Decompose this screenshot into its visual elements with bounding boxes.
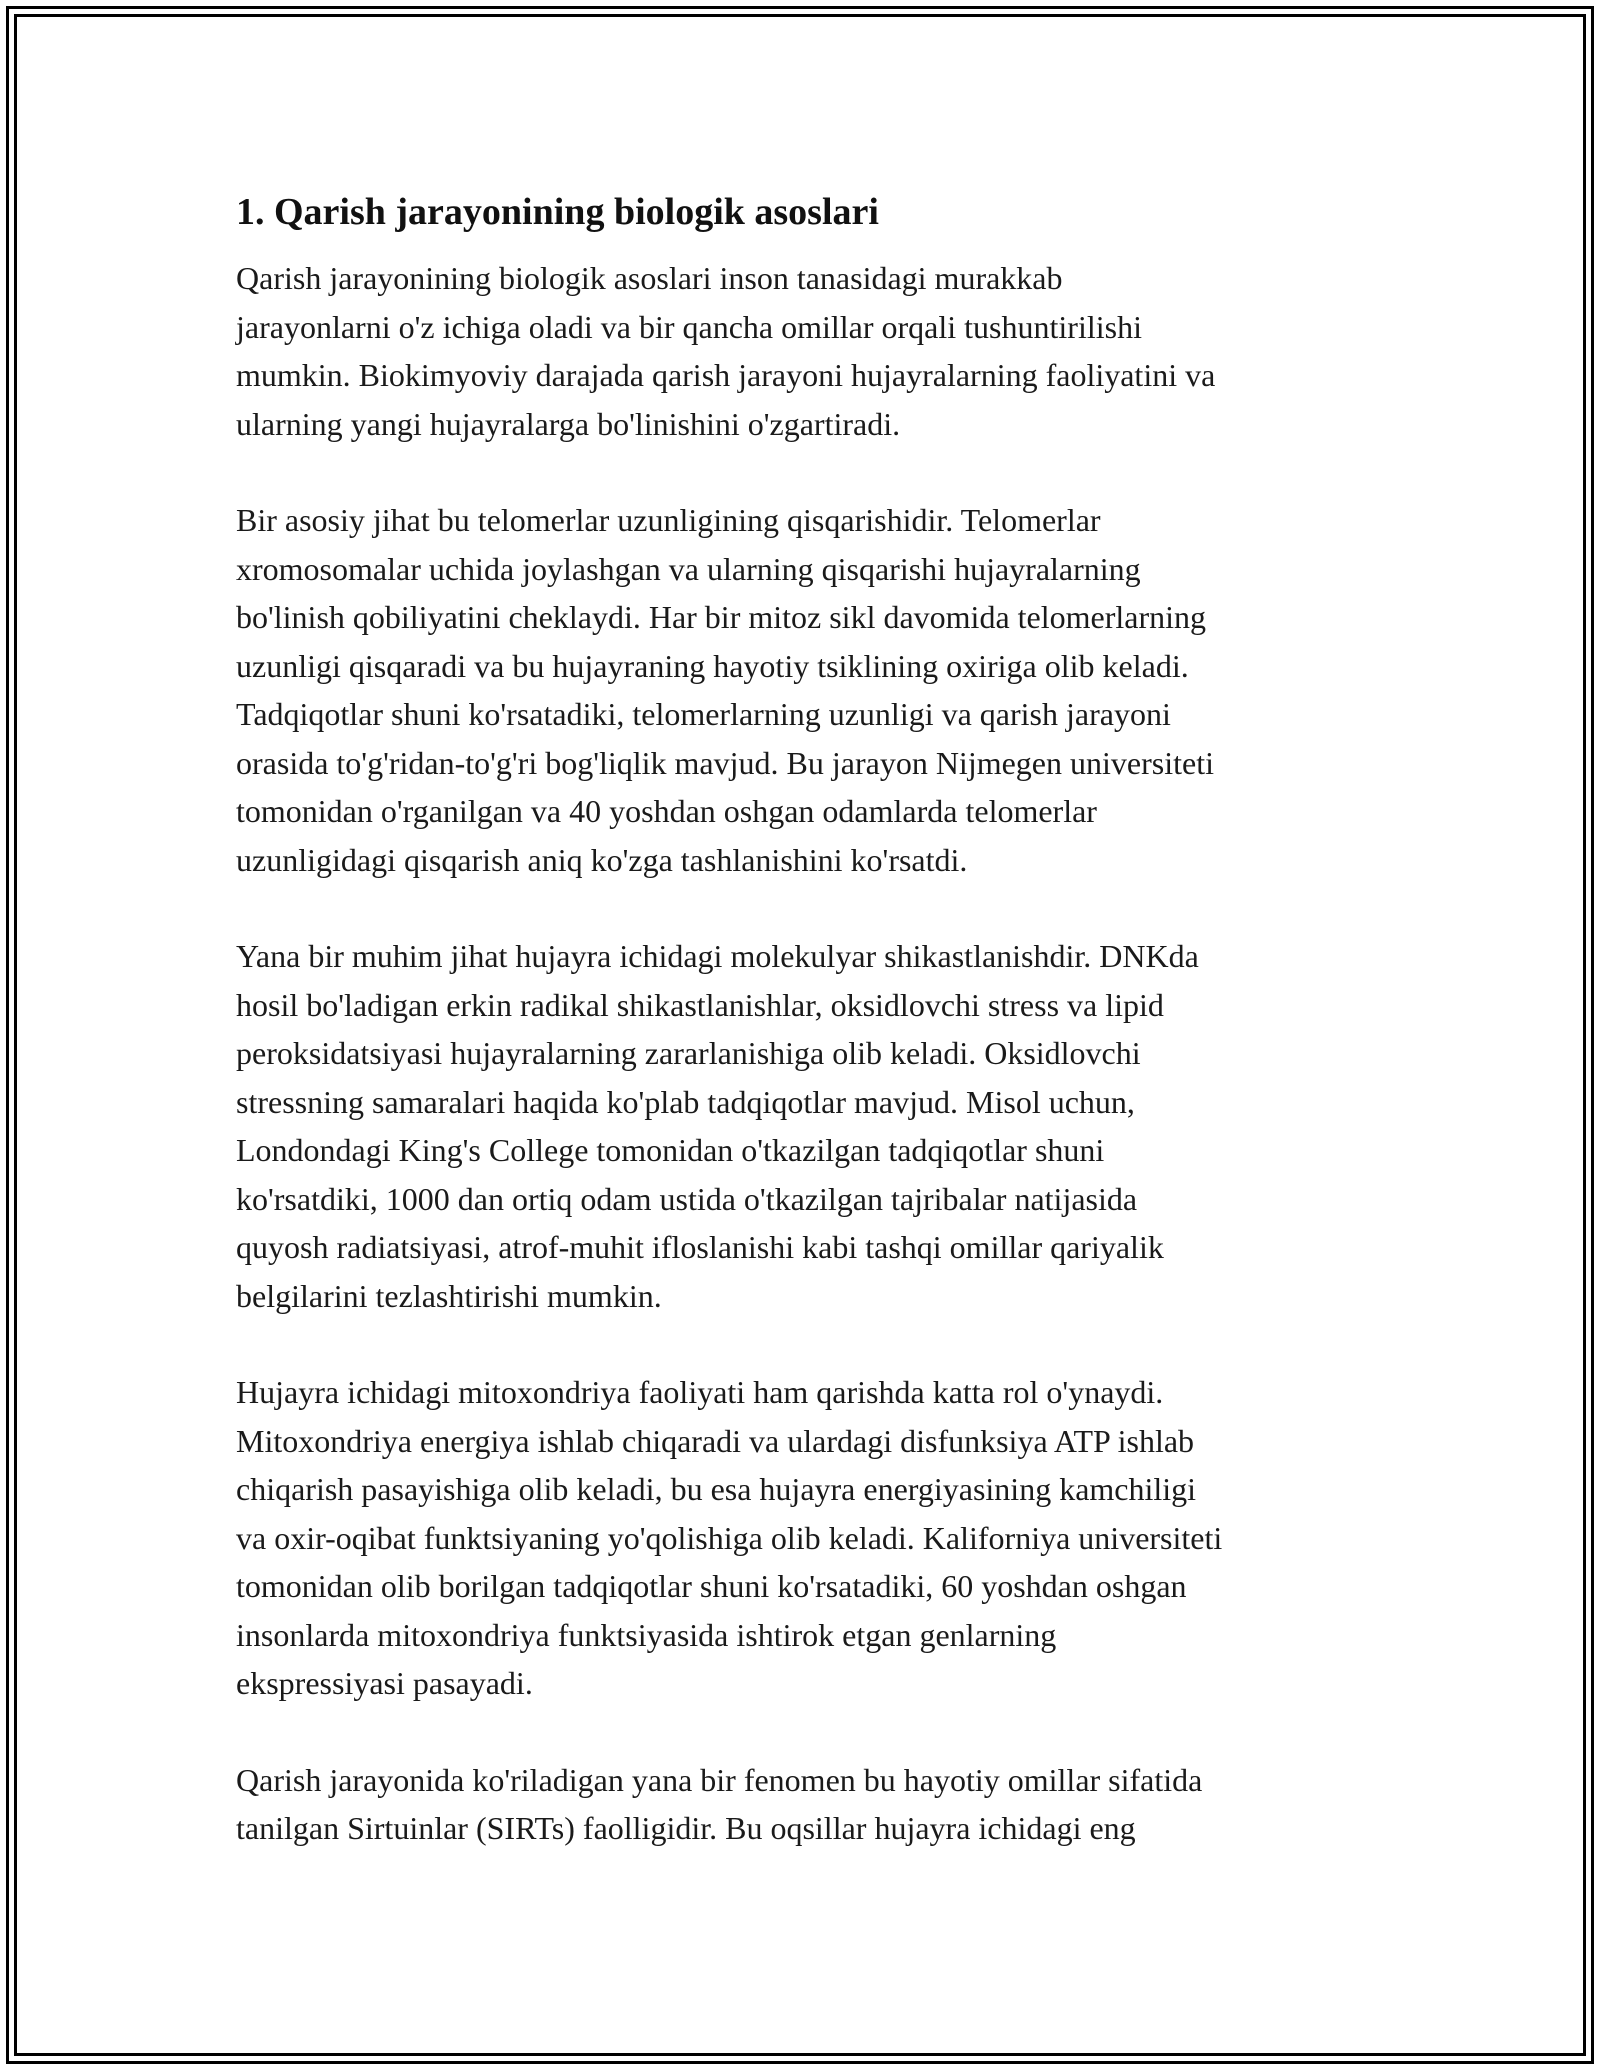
section-heading: 1. Qarish jarayonining biologik asoslari — [236, 191, 879, 233]
paragraph-molecular-damage: Yana bir muhim jihat hujayra ichidagi molekulyar shikastlanishdir. DNKda hosil bo'ladigan erkin radikal shikastlanishlar, oksidlovchi stress va lipid peroksidatsiyasi hujayralarning zararlanishiga olib keladi. Oksidlovchi stressning samaralari haqida ko'plab tadqiqotlar mavjud. Misol uchun, Londondagi King's College tomonidan o'tkazilgan tadqiqotlar shuni ko'rsatdiki, 1000 dan ortiq odam ustida o'tkazilgan tajribalar natijasida quyosh radiatsiyasi, atrof-muhit ifloslanishi kabi tashqi omillar qariyalik belgilarini tezlashtirishi mumkin. — [236, 938, 1199, 1314]
paragraph-mitochondria: Hujayra ichidagi mitoxondriya faoliyati ham qarishda katta rol o'ynaydi. Mitoxondriya energiya ishlab chiqaradi va ulardagi disfunksiya ATP ishlab chiqarish pasayishiga olib keladi, bu esa hujayra energiyasining kamchiligi va oxir-oqibat funktsiyaning yo'qolishiga olib keladi. Kaliforniya universiteti tomonidan olib borilgan tadqiqotlar shuni ko'rsatadiki, 60 yoshdan oshgan insonlarda mitoxondriya funktsiyasida ishtirok etgan genlarning ekspressiyasi pasayadi. — [236, 1374, 1223, 1701]
paragraph-sirtuins: Qarish jarayonida ko'riladigan yana bir fenomen bu hayotiy omillar sifatida tanilgan Sirtuinlar (SIRTs) faolligidir. Bu oqsillar hujayra ichidagi eng — [236, 1761, 1203, 1846]
paragraph-telomeres: Bir asosiy jihat bu telomerlar uzunligining qisqarishidir. Telomerlar xromosomalar uchida joylashgan va ularning qisqarishi hujayralarning bo'linish qobiliyatini cheklaydi. Har bir mitoz sikl davomida telomerlarning uzunligi qisqaradi va bu hujayraning hayotiy tsiklining oxiriga olib keladi. Tadqiqotlar shuni ko'rsatadiki, telomerlarning uzunligi va qarish jarayoni orasida to'g'ridan-to'g'ri bog'liqlik mavjud. Bu jarayon Nijmegen universiteti tomonidan o'rganilgan va 40 yoshdan oshgan odamlarda telomerlar uzunligidagi qisqarish aniq ko'zga tashlanishini ko'rsatdi. — [236, 502, 1214, 878]
document-body — [236, 186, 1376, 1901]
paragraph-intro: Qarish jarayonining biologik asoslari inson tanasidagi murakkab jarayonlarni o'z ichiga oladi va bir qancha omillar orqali tushuntirilishi mumkin. Biokimyoviy darajada qarish jarayoni hujayralarning faoliyatini va ularning yangi hujayralarga bo'linishini o'zgartiradi. — [236, 260, 1216, 442]
